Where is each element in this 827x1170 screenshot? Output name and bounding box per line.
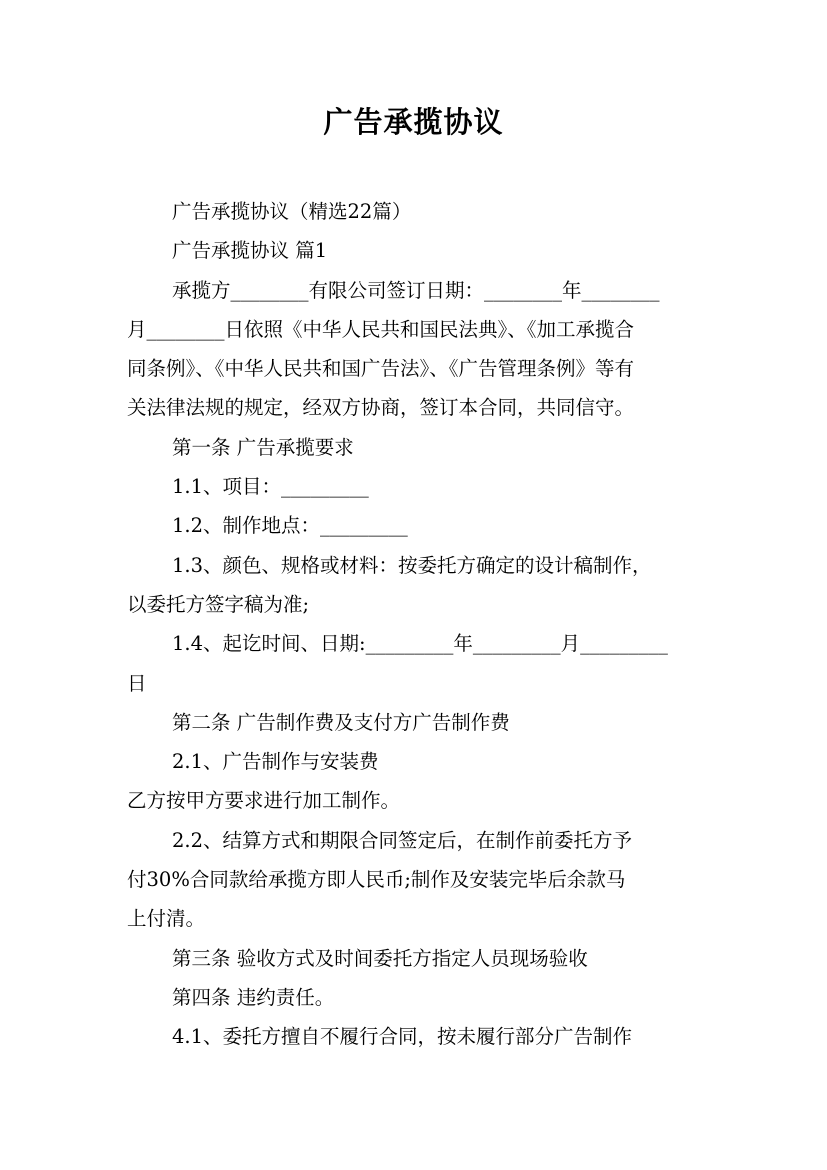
paragraph-line: 2.1、广告制作与安装费 (172, 750, 379, 774)
section-heading: 第四条 违约责任。 (172, 985, 335, 1009)
paragraph-line: 2.2、结算方式和期限合同签定后，在制作前委托方予 (172, 828, 633, 852)
paragraph-line: 关法律法规的规定，经双方协商，签订本合同，共同信守。 (127, 396, 635, 420)
paragraph-line: 1.1、项目：_________ (172, 475, 369, 499)
paragraph-line: 月________日依照《中华人民共和国民法典》、《加工承揽合 (127, 317, 635, 341)
paragraph-line: 1.3、颜色、规格或材料：按委托方确定的设计稿制作， (172, 553, 652, 577)
paragraph-line: 上付清。 (127, 907, 206, 931)
paragraph-line: 4.1、委托方擅自不履行合同，按未履行部分广告制作 (172, 1025, 633, 1049)
paragraph-line: 同条例》、《中华人民共和国广告法》、《广告管理条例》等有 (127, 357, 635, 381)
section-heading: 第一条 广告承揽要求 (172, 435, 354, 459)
paragraph-line: 日 (127, 671, 147, 695)
paragraph-line: 广告承揽协议（精选22篇） (172, 200, 412, 223)
paragraph-line: 1.2、制作地点：_________ (172, 514, 408, 538)
section-heading: 第三条 验收方式及时间委托方指定人员现场验收 (172, 946, 588, 970)
paragraph-line: 付30%合同款给承揽方即人民币;制作及安装完毕后余款马 (127, 868, 626, 892)
section-heading: 第二条 广告制作费及支付方广告制作费 (172, 710, 510, 734)
document-title: 广告承揽协议 (323, 105, 504, 139)
paragraph-line: 1.4、起讫时间、日期:_________年_________月_________ (172, 632, 668, 656)
paragraph-line: 乙方按甲方要求进行加工制作。 (127, 789, 401, 813)
paragraph-line: 承揽方________有限公司签订日期：________年________ (172, 278, 660, 302)
document-body (127, 192, 702, 1057)
paragraph-line: 广告承揽协议 篇1 (172, 239, 328, 263)
paragraph-line: 以委托方签字稿为准; (127, 592, 310, 616)
